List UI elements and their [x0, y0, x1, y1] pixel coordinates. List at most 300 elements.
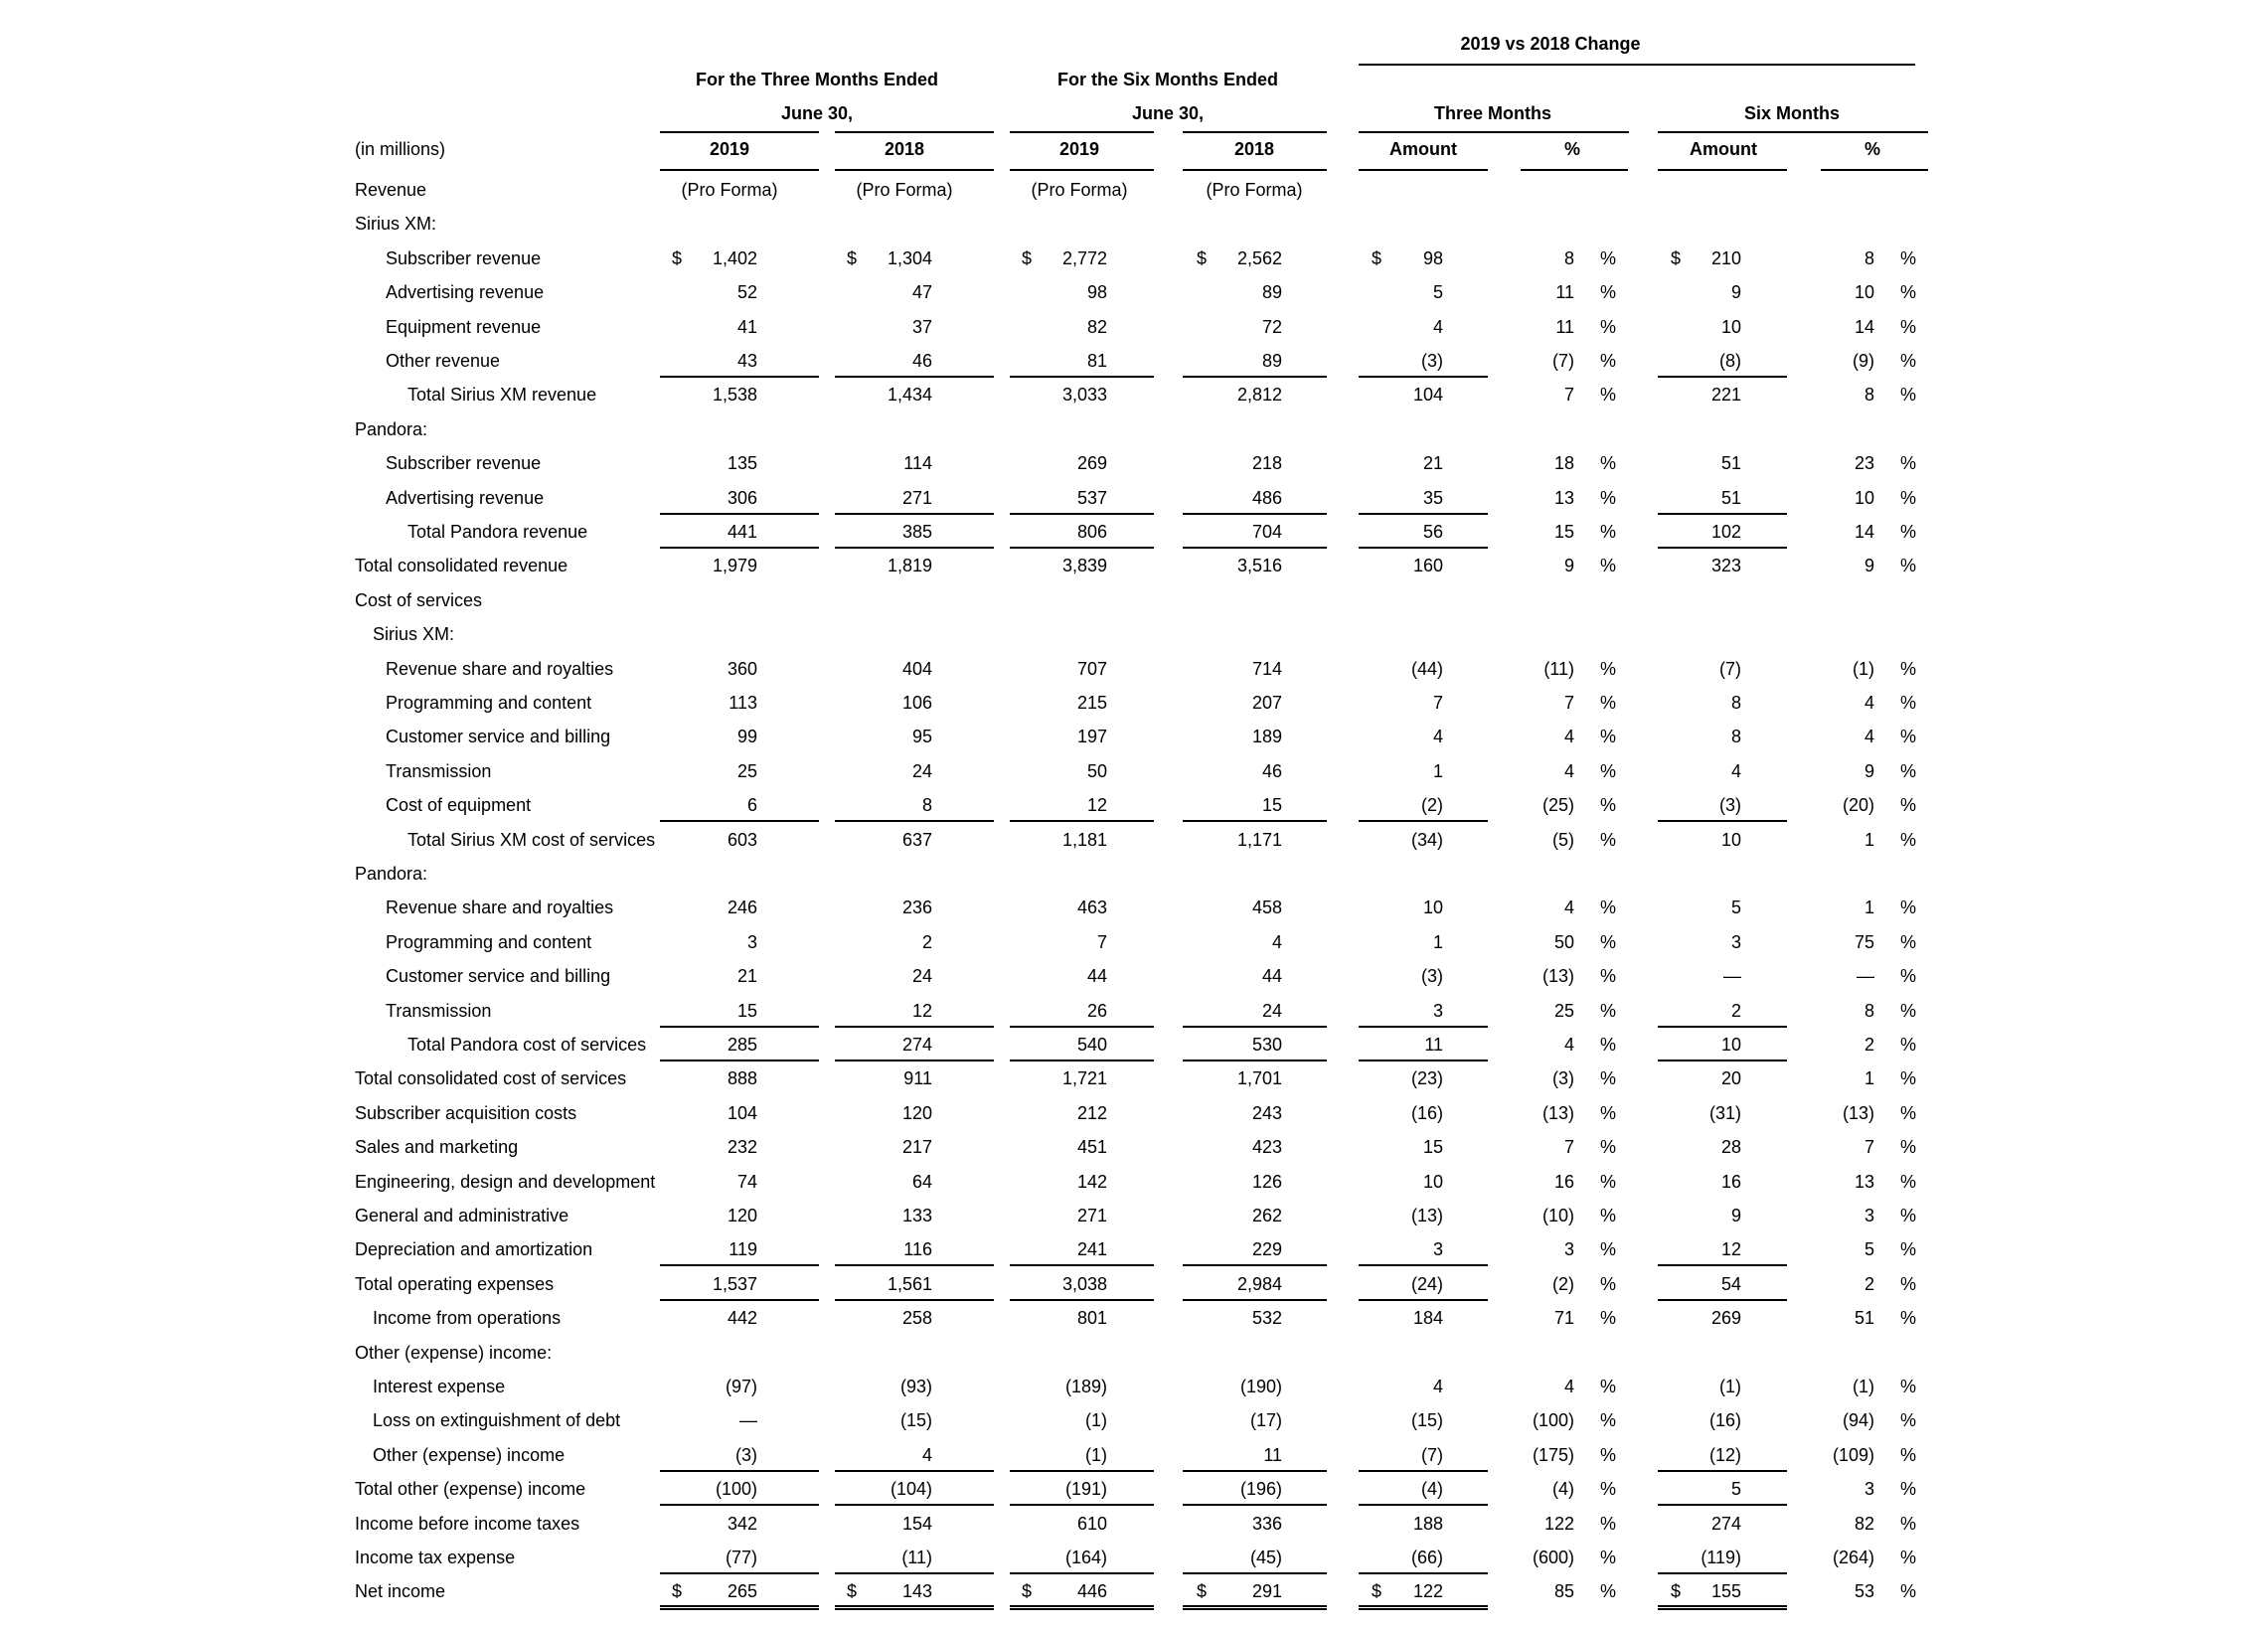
cell-value: 1,181 [1061, 829, 1107, 850]
cell-value: 72 [1261, 316, 1282, 337]
cell-value: (12) [1708, 1444, 1741, 1465]
table-row [0, 446, 2268, 480]
row-label: Advertising revenue [386, 282, 545, 303]
three-months-header: For the Three Months Ended [695, 70, 939, 89]
cell-value: (44) [1410, 658, 1443, 679]
cell-value: 4 [1563, 760, 1574, 781]
cell-value: 81 [1086, 351, 1107, 371]
cell-value: 1 [1863, 829, 1874, 850]
cell-value: 99 [736, 727, 757, 747]
cell-value: 50 [1553, 931, 1574, 952]
row-label: Total consolidated cost of services [355, 1068, 627, 1089]
table-row [0, 1061, 2268, 1095]
three-months-date: June 30, [780, 103, 854, 123]
cell-value: (100) [1532, 1410, 1574, 1431]
cell-value: 3 [1563, 1239, 1574, 1260]
row-label: Sirius XM: [355, 214, 437, 235]
cell-value: (20) [1842, 795, 1874, 816]
dollar-sign: $ [1197, 1581, 1208, 1602]
cell-value: 306 [727, 487, 757, 508]
change-three-months-header: Three Months [1433, 103, 1552, 123]
cell-value: 1,402 [712, 247, 757, 268]
cell-value: (175) [1532, 1444, 1574, 1465]
cell-value: 218 [1251, 453, 1282, 474]
cell-value: 442 [727, 1308, 757, 1329]
cell-value: 451 [1076, 1137, 1107, 1158]
cell-value: 3,839 [1061, 556, 1107, 576]
cell-value: 423 [1251, 1137, 1282, 1158]
cell-value: 46 [1261, 760, 1282, 781]
percent-sign: % [1600, 1239, 1617, 1260]
cell-value: 51 [1720, 453, 1741, 474]
percent-sign: % [1900, 829, 1917, 850]
table-row [0, 823, 2268, 857]
percent-sign: % [1900, 316, 1917, 337]
percent-sign: % [1600, 693, 1617, 713]
table-row [0, 1232, 2268, 1266]
percent-sign: % [1600, 1444, 1617, 1465]
percent-sign: % [1600, 1513, 1617, 1534]
percent-sign: % [1900, 658, 1917, 679]
col-three-pct: % [1563, 139, 1581, 159]
cell-value: (100) [715, 1479, 757, 1500]
cell-value: 6 [746, 795, 757, 816]
table-row [0, 242, 2268, 275]
table-row [0, 857, 2268, 891]
percent-sign: % [1600, 727, 1617, 747]
percent-sign: % [1600, 1479, 1617, 1500]
cell-value: 85 [1553, 1581, 1574, 1602]
cell-value: 274 [901, 1035, 932, 1055]
cell-value: 46 [911, 351, 932, 371]
row-label: Total Sirius XM cost of services [407, 829, 656, 850]
percent-sign: % [1900, 1513, 1917, 1534]
cell-value: (2) [1552, 1273, 1574, 1294]
col-six-pct: % [1863, 139, 1881, 159]
table-row [0, 481, 2268, 515]
double-underline [660, 1605, 819, 1610]
cell-value: 10 [1720, 1035, 1741, 1055]
cell-value: 537 [1076, 487, 1107, 508]
cell-value: 911 [903, 1068, 932, 1089]
cell-value: 104 [727, 1102, 757, 1123]
cell-value: 1 [1863, 1068, 1874, 1089]
cell-value: 10 [1422, 898, 1443, 918]
cell-value: (97) [725, 1377, 757, 1396]
row-label: Total consolidated revenue [355, 556, 568, 576]
percent-sign: % [1900, 760, 1917, 781]
row-label: Subscriber acquisition costs [355, 1102, 577, 1123]
change-six-rule [1658, 131, 1928, 133]
percent-sign: % [1600, 795, 1617, 816]
cell-value: 119 [729, 1239, 757, 1260]
cell-value: 4 [1432, 316, 1443, 337]
cell-value: 3 [746, 931, 757, 952]
row-label: Subscriber revenue [386, 247, 542, 268]
cell-value: 23 [1854, 453, 1874, 474]
three-2019-top-rule [660, 131, 819, 133]
percent-sign: % [1600, 282, 1617, 303]
cell-value: 155 [1710, 1581, 1741, 1602]
cell-value: 15 [1422, 1137, 1443, 1158]
table-row [0, 1472, 2268, 1506]
row-label: Revenue share and royalties [386, 898, 614, 918]
cell-value: 1,434 [887, 385, 932, 406]
cell-value: 3,038 [1061, 1273, 1107, 1294]
cell-value: (1) [1853, 1377, 1874, 1396]
cell-value: 51 [1854, 1308, 1874, 1329]
cell-value: 14 [1854, 316, 1874, 337]
cell-value: (2) [1421, 795, 1443, 816]
double-underline [835, 1605, 994, 1610]
table-row [0, 1507, 2268, 1541]
table-row [0, 959, 2268, 993]
row-label: General and administrative [355, 1206, 569, 1225]
cell-value: (Pro Forma) [856, 180, 953, 200]
percent-sign: % [1600, 487, 1617, 508]
cell-value: 1,561 [887, 1273, 932, 1294]
percent-sign: % [1900, 1102, 1917, 1123]
table-row [0, 1438, 2268, 1472]
cell-value: 82 [1854, 1513, 1874, 1534]
row-label: Transmission [386, 1000, 492, 1021]
row-label: Pandora: [355, 418, 428, 439]
cell-value: 25 [1553, 1000, 1574, 1021]
cell-value: 154 [901, 1513, 932, 1534]
percent-sign: % [1900, 1479, 1917, 1500]
cell-value: 133 [901, 1206, 932, 1225]
cell-value: 7 [1563, 1137, 1574, 1158]
col-three-pct-rule [1521, 169, 1628, 171]
cell-value: 271 [901, 487, 932, 508]
cell-value: 4 [1863, 693, 1874, 713]
cell-value: 265 [727, 1581, 757, 1602]
cell-value: (1) [1853, 658, 1874, 679]
dollar-sign: $ [1372, 247, 1382, 268]
cell-value: 530 [1251, 1035, 1282, 1055]
dollar-sign: $ [847, 247, 858, 268]
row-label: Total Sirius XM revenue [407, 385, 597, 406]
cell-value: 35 [1422, 487, 1443, 508]
table-row [0, 378, 2268, 411]
cell-value: 11 [1263, 1444, 1282, 1465]
cell-value: 241 [1076, 1239, 1107, 1260]
cell-value: 21 [1422, 453, 1443, 474]
cell-value: (600) [1532, 1548, 1574, 1567]
row-label: Customer service and billing [386, 727, 611, 747]
cell-value: (16) [1708, 1410, 1741, 1431]
cell-value: 12 [1086, 795, 1107, 816]
dollar-sign: $ [1372, 1581, 1382, 1602]
cell-value: 41 [736, 316, 757, 337]
cell-value: 104 [1412, 385, 1443, 406]
percent-sign: % [1900, 282, 1917, 303]
percent-sign: % [1600, 1171, 1617, 1192]
cell-value: 3,516 [1236, 556, 1282, 576]
cell-value: 2,772 [1061, 247, 1107, 268]
table-row [0, 1130, 2268, 1164]
table-row [0, 891, 2268, 924]
cell-value: 229 [1251, 1239, 1282, 1260]
cell-value: (9) [1853, 351, 1874, 371]
cell-value: (10) [1541, 1206, 1574, 1225]
cell-value: 8 [1863, 247, 1874, 268]
cell-value: 463 [1076, 898, 1107, 918]
cell-value: 9 [1863, 760, 1874, 781]
cell-value: — [739, 1410, 757, 1431]
table-row [0, 617, 2268, 651]
cell-value: 8 [921, 795, 932, 816]
cell-value: 98 [1086, 282, 1107, 303]
cell-value: (13) [1541, 1102, 1574, 1123]
cell-value: 89 [1261, 282, 1282, 303]
row-label: Net income [355, 1581, 446, 1602]
cell-value: 486 [1251, 487, 1282, 508]
percent-sign: % [1900, 1444, 1917, 1465]
cell-value: 15 [1261, 795, 1282, 816]
cell-value: 20 [1720, 1068, 1741, 1089]
table-row [0, 1199, 2268, 1232]
cell-value: 160 [1412, 556, 1443, 576]
cell-value: 10 [1854, 487, 1874, 508]
cell-value: (7) [1421, 1444, 1443, 1465]
cell-value: 8 [1730, 727, 1741, 747]
table-row [0, 925, 2268, 959]
cell-value: (11) [901, 1548, 932, 1567]
cell-value: (3) [1552, 1068, 1574, 1089]
cell-value: 8 [1563, 247, 1574, 268]
percent-sign: % [1600, 898, 1617, 918]
percent-sign: % [1900, 453, 1917, 474]
cell-value: 1,304 [887, 247, 932, 268]
table-row [0, 1267, 2268, 1301]
percent-sign: % [1900, 931, 1917, 952]
percent-sign: % [1900, 1171, 1917, 1192]
cell-value: 5 [1432, 282, 1443, 303]
table-row [0, 173, 2268, 207]
table-row [0, 344, 2268, 378]
col-three-2019: 2019 [709, 139, 750, 159]
cell-value: (109) [1832, 1444, 1874, 1465]
cell-value: (4) [1421, 1479, 1443, 1500]
percent-sign: % [1900, 522, 1917, 542]
percent-sign: % [1600, 1308, 1617, 1329]
dollar-sign: $ [1022, 247, 1033, 268]
row-label: Revenue share and royalties [386, 658, 614, 679]
cell-value: 4 [1432, 1377, 1443, 1396]
cell-value: 37 [911, 316, 932, 337]
cell-value: 25 [736, 760, 757, 781]
cell-value: 217 [901, 1137, 932, 1158]
col-six-amount-rule [1658, 169, 1787, 171]
cell-value: 336 [1251, 1513, 1282, 1534]
six-months-date: June 30, [1131, 103, 1205, 123]
cell-value: (3) [735, 1444, 757, 1465]
cell-value: 269 [1710, 1308, 1741, 1329]
cell-value: 446 [1076, 1581, 1107, 1602]
cell-value: 714 [1251, 658, 1282, 679]
cell-value: 246 [727, 898, 757, 918]
cell-value: 707 [1076, 658, 1107, 679]
cell-value: 54 [1720, 1273, 1741, 1294]
double-underline [1359, 1605, 1488, 1610]
units-label: (in millions) [355, 139, 446, 159]
cell-value: (25) [1541, 795, 1574, 816]
cell-value: 262 [1251, 1206, 1282, 1225]
cell-value: 888 [727, 1068, 757, 1089]
row-label: Income tax expense [355, 1548, 516, 1567]
cell-value: 1,979 [712, 556, 757, 576]
cell-value: 82 [1086, 316, 1107, 337]
percent-sign: % [1900, 351, 1917, 371]
col-three-amount-rule [1359, 169, 1488, 171]
cell-value: 197 [1076, 727, 1107, 747]
cell-value: 3 [1432, 1239, 1443, 1260]
col-six-2019-rule [1010, 169, 1154, 171]
cell-value: 114 [903, 453, 932, 474]
table-row [0, 583, 2268, 617]
cell-value: (13) [1842, 1102, 1874, 1123]
cell-value: (1) [1719, 1377, 1741, 1396]
cell-value: (191) [1064, 1479, 1107, 1500]
percent-sign: % [1600, 247, 1617, 268]
cell-value: (15) [899, 1410, 932, 1431]
row-label: Other (expense) income [373, 1444, 566, 1465]
cell-value: (164) [1064, 1548, 1107, 1567]
cell-value: (17) [1249, 1410, 1282, 1431]
cell-value: 8 [1730, 693, 1741, 713]
cell-value: 274 [1710, 1513, 1741, 1534]
cell-value: (190) [1239, 1377, 1282, 1396]
table-row [0, 207, 2268, 241]
percent-sign: % [1600, 1581, 1617, 1602]
cell-value: (3) [1719, 795, 1741, 816]
percent-sign: % [1900, 385, 1917, 406]
cell-value: 51 [1720, 487, 1741, 508]
cell-value: (77) [725, 1548, 757, 1567]
cell-value: 342 [727, 1513, 757, 1534]
col-three-2018: 2018 [884, 139, 925, 159]
cell-value: 44 [1086, 966, 1107, 987]
percent-sign: % [1900, 487, 1917, 508]
col-six-pct-rule [1821, 169, 1928, 171]
cell-value: 806 [1076, 522, 1107, 542]
cell-value: 18 [1553, 453, 1574, 474]
cell-value: 7 [1096, 931, 1107, 952]
change-header-rule [1359, 64, 1915, 66]
cell-value: 221 [1710, 385, 1741, 406]
row-label: Pandora: [355, 864, 428, 884]
percent-sign: % [1900, 1206, 1917, 1225]
cell-value: (94) [1842, 1410, 1874, 1431]
cell-value: (189) [1064, 1377, 1107, 1396]
cell-value: 4 [1730, 760, 1741, 781]
cell-value: 3,033 [1061, 385, 1107, 406]
row-label: Other revenue [386, 351, 501, 371]
percent-sign: % [1900, 693, 1917, 713]
cell-value: (196) [1239, 1479, 1282, 1500]
cell-value: (11) [1543, 658, 1574, 679]
cell-value: 4 [1863, 727, 1874, 747]
cell-value: 323 [1710, 556, 1741, 576]
cell-value: (119) [1701, 1548, 1741, 1567]
cell-value: (34) [1410, 829, 1443, 850]
cell-value: 24 [911, 966, 932, 987]
cell-value: 2,812 [1236, 385, 1282, 406]
cell-value: (104) [890, 1479, 932, 1500]
cell-value: (4) [1552, 1479, 1574, 1500]
cell-value: 184 [1412, 1308, 1443, 1329]
row-label: Subscriber revenue [386, 453, 542, 474]
cell-value: 47 [911, 282, 932, 303]
table-row [0, 1096, 2268, 1130]
cell-value: 95 [911, 727, 932, 747]
cell-value: 4 [1563, 1377, 1574, 1396]
cell-value: 24 [911, 760, 932, 781]
cell-value: 232 [727, 1137, 757, 1158]
change-three-rule [1359, 131, 1629, 133]
row-label: Transmission [386, 760, 492, 781]
cell-value: 120 [727, 1206, 757, 1225]
cell-value: 1 [1432, 760, 1443, 781]
table-row [0, 1403, 2268, 1437]
percent-sign: % [1600, 1035, 1617, 1055]
cell-value: 188 [1412, 1513, 1443, 1534]
cell-value: 2,562 [1236, 247, 1282, 268]
cell-value: 7 [1563, 693, 1574, 713]
row-label: Total Pandora cost of services [407, 1035, 647, 1055]
cell-value: 1,537 [712, 1273, 757, 1294]
cell-value: (1) [1085, 1410, 1107, 1431]
percent-sign: % [1900, 1273, 1917, 1294]
percent-sign: % [1600, 1000, 1617, 1021]
cell-value: 540 [1076, 1035, 1107, 1055]
percent-sign: % [1600, 829, 1617, 850]
percent-sign: % [1900, 1035, 1917, 1055]
cell-value: 801 [1076, 1308, 1107, 1329]
row-label: Income from operations [373, 1308, 562, 1329]
cell-value: 404 [901, 658, 932, 679]
cell-value: (Pro Forma) [1031, 180, 1128, 200]
cell-value: 14 [1854, 522, 1874, 542]
cell-value: 236 [901, 898, 932, 918]
six-2018-top-rule [1183, 131, 1327, 133]
row-label: Other (expense) income: [355, 1342, 553, 1363]
cell-value: (3) [1421, 351, 1443, 371]
cell-value: 2 [1730, 1000, 1741, 1021]
cell-value: 98 [1422, 247, 1443, 268]
cell-value: 28 [1720, 1137, 1741, 1158]
cell-value: (15) [1410, 1410, 1443, 1431]
percent-sign: % [1600, 658, 1617, 679]
cell-value: 1,701 [1236, 1068, 1282, 1089]
cell-value: 12 [1720, 1239, 1741, 1260]
six-2019-top-rule [1010, 131, 1154, 133]
cell-value: 102 [1710, 522, 1741, 542]
table-row [0, 1336, 2268, 1370]
cell-value: 2 [921, 931, 932, 952]
cell-value: 1,819 [887, 556, 932, 576]
cell-value: 13 [1553, 487, 1574, 508]
table-row [0, 275, 2268, 309]
table-row [0, 1370, 2268, 1403]
dollar-sign: $ [1671, 247, 1682, 268]
cell-value: 610 [1076, 1513, 1107, 1534]
percent-sign: % [1600, 1410, 1617, 1431]
dollar-sign: $ [1671, 1581, 1682, 1602]
cell-value: 75 [1854, 931, 1874, 952]
percent-sign: % [1600, 385, 1617, 406]
